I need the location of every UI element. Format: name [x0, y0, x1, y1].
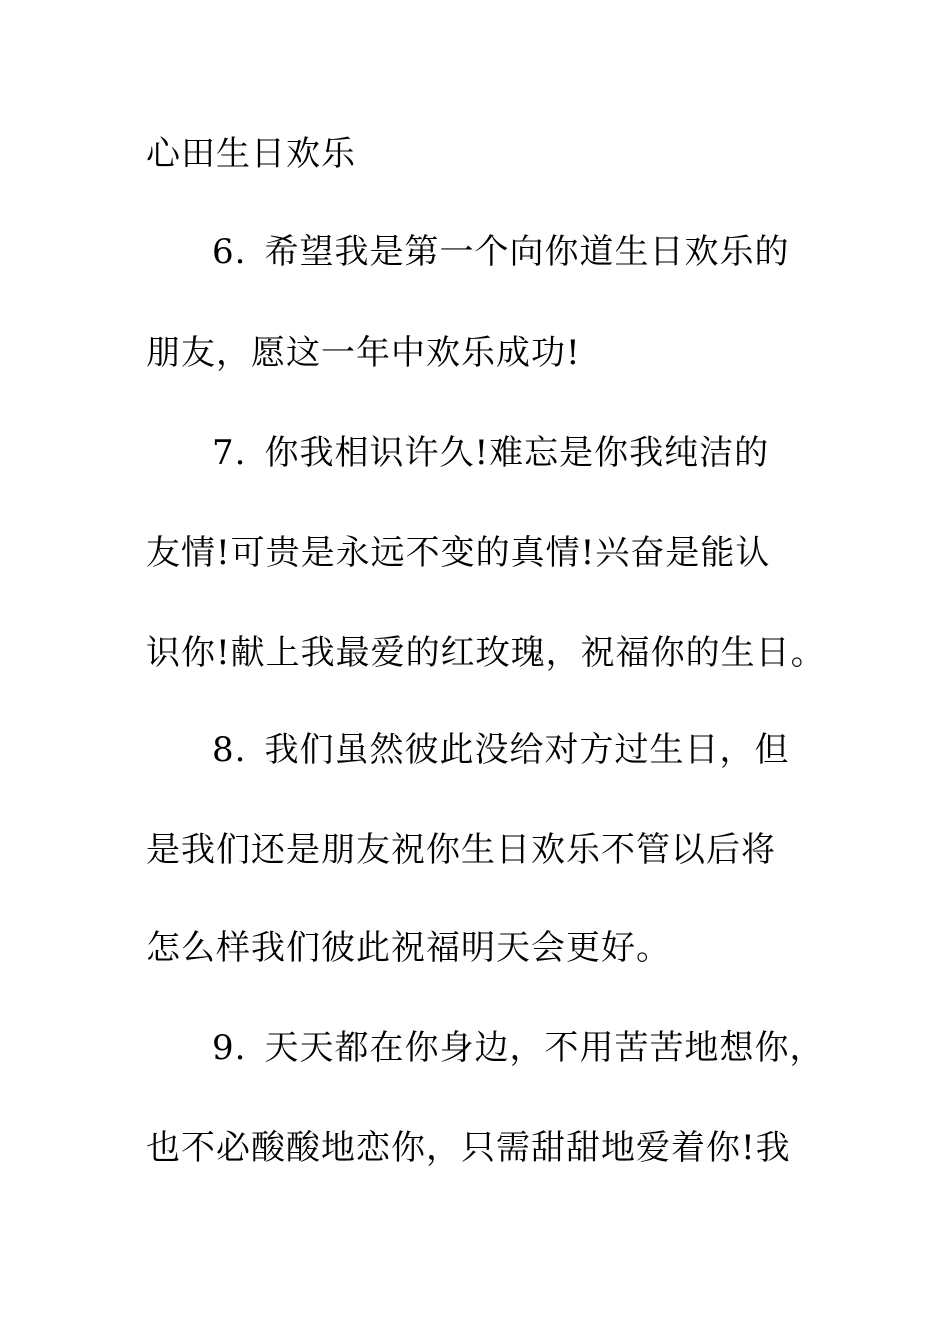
line-text: 我们虽然彼此没给对方过生日，但 — [264, 730, 790, 770]
line-text: 识你!献上我最爱的红玫瑰，祝福你的生日。 — [146, 633, 826, 673]
line-text: 希望我是第一个向你道生日欢乐的 — [264, 232, 790, 272]
line-text: 怎么样我们彼此祝福明天会更好。 — [146, 928, 671, 968]
item-number: 9. — [212, 1028, 247, 1068]
line-text: 你我相识许久!难忘是你我纯洁的 — [264, 433, 770, 473]
item-number: 7. — [212, 433, 247, 473]
line-text: 朋友，愿这一年中欢乐成功! — [146, 333, 581, 373]
numbered-paragraph-start — [212, 433, 769, 473]
line-text: 心田生日欢乐 — [146, 134, 356, 174]
line-text: 是我们还是朋友祝你生日欢乐不管以后将 — [146, 830, 776, 870]
text-line — [146, 533, 770, 573]
item-number: 6. — [212, 232, 247, 272]
text-line — [146, 1128, 791, 1168]
line-text: 天天都在你身边，不用苦苦地想你， — [264, 1028, 825, 1068]
text-line — [146, 830, 776, 870]
text-line — [146, 928, 671, 968]
text-line — [146, 134, 356, 174]
numbered-paragraph-start — [212, 232, 789, 272]
numbered-paragraph-start — [212, 730, 789, 770]
text-line — [146, 633, 826, 673]
numbered-paragraph-start — [212, 1028, 824, 1068]
line-text: 也不必酸酸地恋你，只需甜甜地爱着你!我 — [146, 1128, 791, 1168]
item-number: 8. — [212, 730, 247, 770]
text-line — [146, 333, 581, 373]
line-text: 友情!可贵是永远不变的真情!兴奋是能认 — [146, 533, 771, 573]
